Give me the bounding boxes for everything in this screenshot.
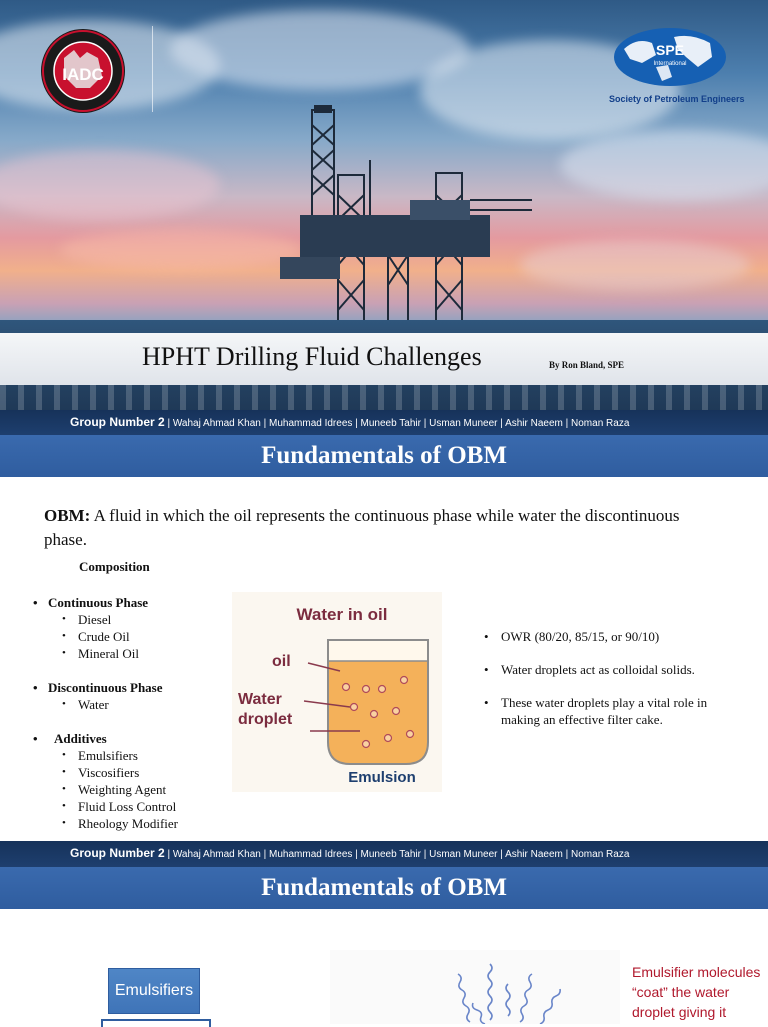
list-item: • Weighting Agent xyxy=(60,781,230,798)
sea-waves xyxy=(0,384,768,410)
obm-facts xyxy=(484,628,744,728)
composition-list xyxy=(30,594,230,832)
list-item: • Emulsifiers xyxy=(60,747,230,764)
diagram-title: Water in oil xyxy=(296,605,388,624)
group-bar xyxy=(0,410,768,436)
group-members: | Wahaj Ahmad Khan | Muhammad Idrees | Muneeb Tahir | Usman Muneer | Ashir Naeem | Noman Raza xyxy=(167,849,630,860)
spe-logo-small: International xyxy=(653,61,687,67)
group-additives-title: • Additives xyxy=(30,730,230,747)
logo-divider xyxy=(152,26,153,112)
group-discontinuous-title: • Discontinuous Phase xyxy=(30,679,230,696)
spe-logo xyxy=(612,27,728,87)
author-byline: By Ron Bland, SPE xyxy=(549,360,625,370)
emulsifier-note: Emulsifier molecules “coat” the water droplet giving it xyxy=(632,964,761,1020)
spe-subtitle: Society of Petroleum Engineers xyxy=(609,94,745,104)
definition-text: A fluid in which the oil represents the continuous phase while water the discontinuous phase. xyxy=(44,506,680,549)
slide-heading: Fundamentals of OBM xyxy=(0,867,768,909)
iadc-logo xyxy=(40,28,126,114)
group-continuous-title: • Continuous Phase xyxy=(30,594,230,611)
water-label-2: droplet xyxy=(238,711,293,728)
emulsifier-molecules-illustration xyxy=(330,950,620,1024)
definition-term: OBM: xyxy=(44,506,91,525)
group-bar xyxy=(0,841,768,867)
slide-heading: Fundamentals of OBM xyxy=(0,435,768,477)
composition-label: Composition xyxy=(79,559,150,574)
diagram-caption: Emulsion xyxy=(348,769,416,786)
fact-item: • These water droplets play a vital role in making an effective filter cake. xyxy=(484,694,744,728)
fact-item: • OWR (80/20, 85/15, or 90/10) xyxy=(484,628,744,645)
group-number: Group Number 2 xyxy=(70,846,165,860)
list-item: • Rheology Modifier xyxy=(60,815,230,832)
presentation-title: HPHT Drilling Fluid Challenges xyxy=(142,342,482,371)
spe-logo-text: SPE xyxy=(655,42,685,58)
list-item: • Diesel xyxy=(60,611,230,628)
water-in-oil-diagram xyxy=(232,592,442,792)
obm-definition xyxy=(44,504,704,552)
emulsifiers-connector xyxy=(101,1019,211,1027)
group-number: Group Number 2 xyxy=(70,415,165,429)
group-members: | Wahaj Ahmad Khan | Muhammad Idrees | Muneeb Tahir | Usman Muneer | Ashir Naeem | Noman Raza xyxy=(167,418,630,429)
list-item: • Fluid Loss Control xyxy=(60,798,230,815)
list-item: • Viscosifiers xyxy=(60,764,230,781)
list-item: • Water xyxy=(60,696,230,713)
emulsifiers-box: Emulsifiers xyxy=(108,968,200,1014)
oil-label: oil xyxy=(272,653,291,670)
oil-rig-illustration xyxy=(270,105,540,330)
water-label-1: Water xyxy=(238,691,282,708)
list-item: • Crude Oil xyxy=(60,628,230,645)
iadc-logo-text: IADC xyxy=(62,65,104,84)
list-item: • Mineral Oil xyxy=(60,645,230,662)
fact-item: • Water droplets act as colloidal solids. xyxy=(484,661,744,678)
